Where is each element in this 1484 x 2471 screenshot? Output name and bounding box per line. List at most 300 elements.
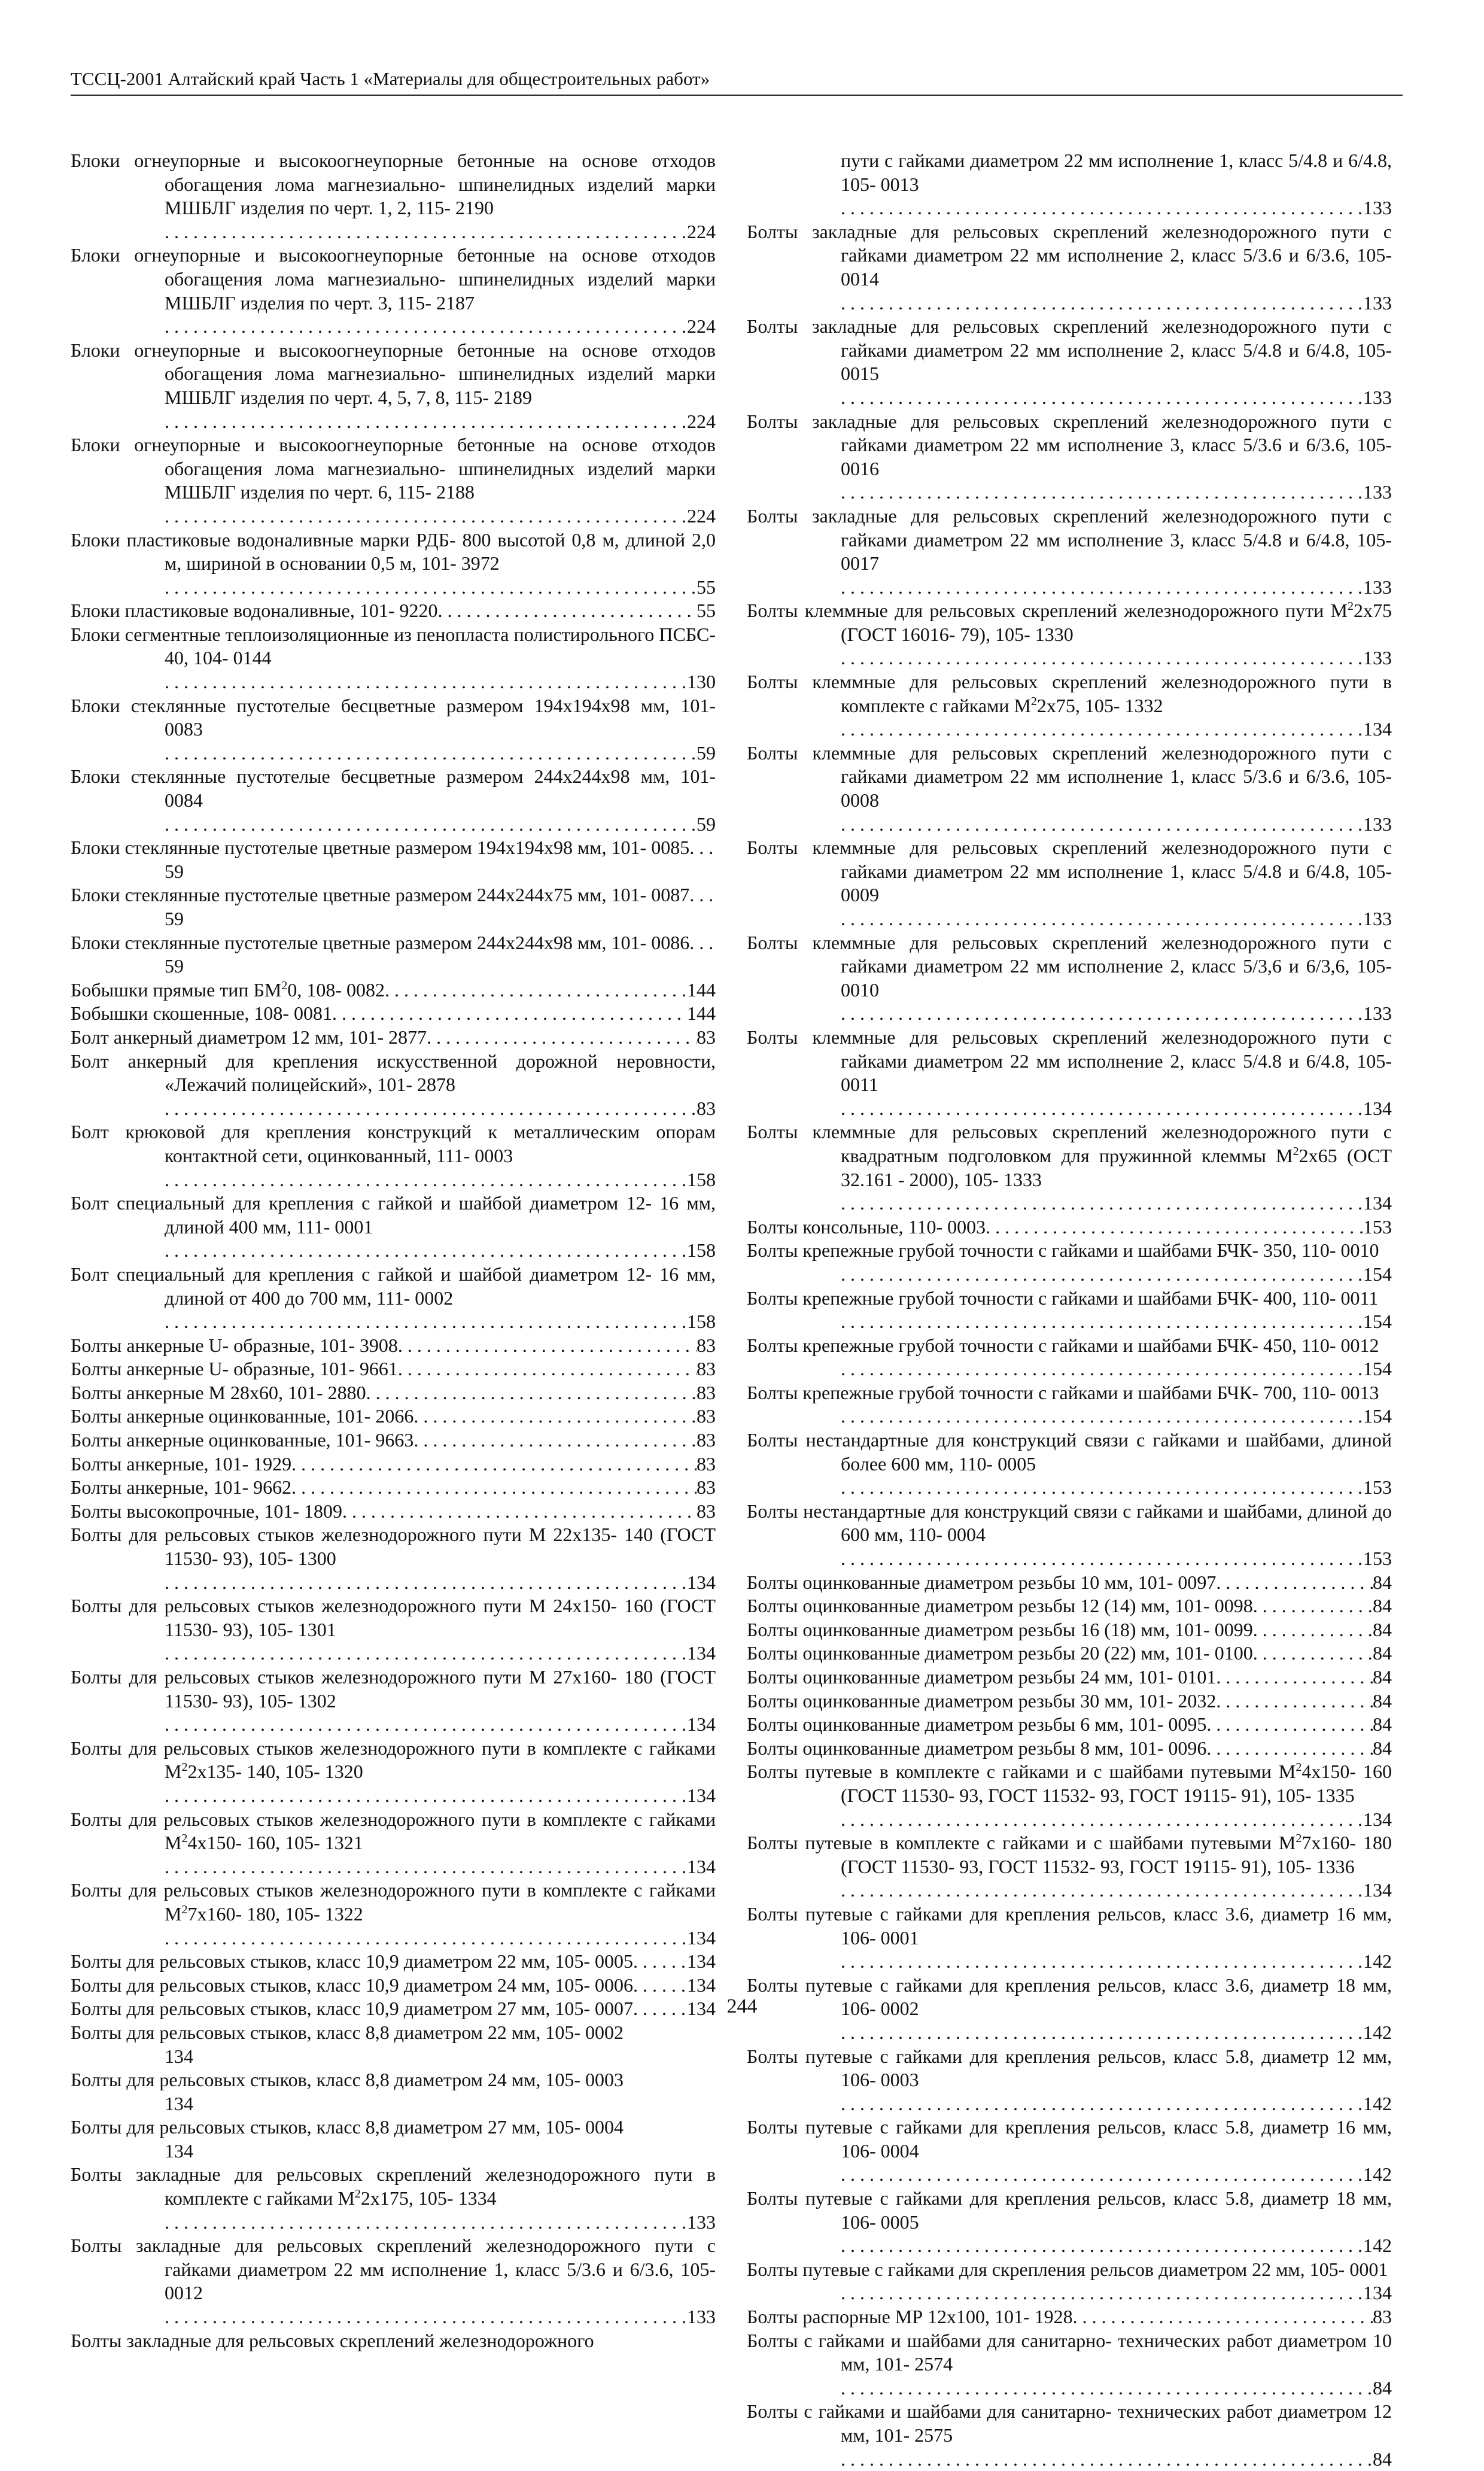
entry-page-number: 84: [1373, 1571, 1392, 1593]
dot-leader: [165, 1239, 687, 1263]
index-entry: [71, 1026, 716, 1050]
entry-page-number: 133: [687, 2211, 716, 2233]
dot-leader: [841, 2448, 1373, 2471]
entry-page-number: 84: [1373, 1713, 1392, 1736]
entry-page-number: 158: [687, 1168, 716, 1190]
entry-text: Болты закладные для рельсовых скреплений железнодорожного пути с гайками диаметром 22 мм исполнение 1, класс 5/3.6 и 6/3.6, 105- 0012: [71, 2235, 716, 2304]
dot-leader: [841, 646, 1363, 670]
dot-leader: [165, 741, 697, 765]
entry-text: [747, 1120, 1392, 1192]
index-entry: [71, 694, 716, 765]
entry-text: Болты путевые с гайками для крепления рельсов, класс 5.8, диаметр 18 мм, 106- 0005: [747, 2187, 1392, 2233]
index-entry: [71, 883, 716, 931]
entry-text: Болты анкерные, 101- 1929: [71, 1452, 292, 1475]
entry-text-start: Болты клеммные для рельсовых скреплений железнодорожного пути М: [747, 600, 1348, 622]
entry-text: Болты с гайками и шайбами для санитарно- технических работ диаметром 12 мм, 101- 2575: [747, 2400, 1392, 2446]
entry-page-number: 134: [687, 1784, 716, 1806]
dot-leader: [413, 1405, 697, 1429]
entry-page-number: 133: [687, 2306, 716, 2328]
entry-text: Болты крепежные грубой точности с гайками и шайбами БЧК- 700, 110- 0013: [747, 1381, 1379, 1403]
dot-leader: [427, 1026, 697, 1050]
entry-text: Болты клеммные для рельсовых скреплений железнодорожного пути с гайками диаметром 22 мм исполнение 2, класс 5/4.8 и 6/4.8, 105- 0011: [747, 1026, 1392, 1096]
dot-leader: [332, 1002, 687, 1026]
index-entry: [71, 2329, 716, 2353]
entry-text: Болты крепежные грубой точности с гайками и шайбами БЧК- 350, 110- 0010: [747, 1239, 1379, 1262]
index-entry: [747, 1642, 1392, 1665]
index-entry: [747, 2187, 1392, 2258]
entry-text: Болты клеммные для рельсовых скреплений железнодорожного пути с гайками диаметром 22 мм исполнение 1, класс 5/3.6 и 6/3.6, 105- 0008: [747, 741, 1392, 811]
entry-page-number: 153: [1363, 1215, 1392, 1238]
dot-leader: [841, 813, 1363, 837]
index-entry: [71, 1737, 716, 1808]
superscript: 2: [1296, 1761, 1302, 1774]
dot-leader: [689, 836, 716, 860]
entry-text: Болты анкерные М 28х60, 101- 2880: [71, 1381, 366, 1403]
entry-page-number: 84: [1373, 1689, 1392, 1712]
superscript: 2: [281, 978, 288, 992]
entry-page-number: 83: [697, 1405, 716, 1427]
dot-leader: [291, 1452, 697, 1476]
index-entry: [747, 504, 1392, 599]
entry-text: Болты крепежные грубой точности с гайками и шайбами БЧК- 400, 110- 0011: [747, 1287, 1379, 1309]
entry-page-number: 133: [1363, 813, 1392, 835]
index-entry: [747, 2116, 1392, 2187]
entry-text: Блоки стеклянные пустотелые цветные размером 194х194х98 мм, 101- 0085: [71, 837, 690, 859]
superscript: 2: [1030, 694, 1037, 708]
index-entry: [71, 1381, 716, 1405]
index-entry: [747, 1381, 1392, 1429]
entry-text: Болты для рельсовых стыков, класс 10,9 диаметром 27 мм, 105- 0007: [71, 1998, 634, 2020]
entry-text: Болты для рельсовых стыков железнодорожного пути М 24х150- 160 (ГОСТ 11530- 93), 105- 1301: [71, 1595, 716, 1640]
dot-leader: [165, 813, 697, 837]
entry-page-number: 83: [697, 1429, 716, 1451]
index-entry: [71, 1429, 716, 1452]
dot-leader: [165, 1310, 687, 1334]
entry-text: Болт специальный для крепления с гайкой и шайбой диаметром 12- 16 мм, длиной 400 мм, 111- 0001: [71, 1192, 716, 1238]
index-entry: [747, 1239, 1392, 1286]
index-entry: [71, 2116, 716, 2163]
entry-page-number: 134: [1363, 718, 1392, 740]
entry-page-number: 134: [1363, 1879, 1392, 1901]
index-entry: [747, 1665, 1392, 1689]
dot-leader: [165, 220, 687, 244]
dot-leader: [1206, 1737, 1373, 1761]
entry-text-end: 2х175, 105- 1334: [360, 2187, 497, 2209]
dot-leader: [165, 504, 687, 528]
dot-leader: [385, 978, 687, 1002]
entry-page-number: 130: [687, 671, 716, 693]
entry-page-number: 134: [687, 1950, 716, 1972]
index-entry: [71, 1120, 716, 1192]
entry-text-start: Болты для рельсовых стыков железнодорожного пути в комплекте с гайками М: [71, 1737, 716, 1783]
dot-leader: [841, 1547, 1363, 1571]
index-entry: [747, 1689, 1392, 1713]
entry-text: Блоки стеклянные пустотелые бесцветные размером 194х194х98 мм, 101- 0083: [71, 694, 716, 740]
entry-page-number: 224: [687, 220, 716, 242]
entry-text-end: 7х160- 180, 105- 1322: [187, 1902, 363, 1925]
entry-page-number: 134: [1363, 1808, 1392, 1830]
index-entry: [747, 1713, 1392, 1737]
index-entry: [747, 315, 1392, 409]
header-rule: [71, 95, 1403, 96]
entry-page-number: 142: [1363, 1950, 1392, 1972]
dot-leader: [165, 410, 687, 434]
dot-leader: [165, 1168, 687, 1192]
entry-page-number: 142: [1363, 2163, 1392, 2186]
entry-page-number: 59: [165, 955, 184, 977]
index-entry: [747, 220, 1392, 315]
entry-page-number: 224: [687, 410, 716, 432]
entry-text: Болты для рельсовых стыков, класс 10,9 диаметром 22 мм, 105- 0005: [71, 1950, 634, 1972]
entry-page-number: 133: [1363, 386, 1392, 408]
entry-text: Болты закладные для рельсовых скреплений железнодорожного пути с гайками диаметром 22 мм исполнение 3, класс 5/4.8 и 6/4.8, 105- 0017: [747, 504, 1392, 575]
entry-text: Болт крюковой для крепления конструкций к металлическим опорам контактной сети, оцинкованный, 111- 0003: [71, 1121, 716, 1166]
dot-leader: [841, 576, 1363, 600]
index-entry: [747, 1287, 1392, 1334]
entry-page-number: 134: [687, 1571, 716, 1593]
superscript: 2: [181, 1832, 188, 1846]
entry-text: Болты оцинкованные диаметром резьбы 30 мм, 101- 2032: [747, 1689, 1217, 1712]
dot-leader: [1216, 1665, 1373, 1689]
entry-text-start: Болты клеммные для рельсовых скреплений железнодорожного пути с квадратным подголовком для пружинной клеммы М: [747, 1121, 1392, 1166]
dot-leader: [1073, 2305, 1373, 2329]
dot-leader: [841, 718, 1363, 741]
entry-text-end: 7х160- 180 (ГОСТ 11530- 93, ГОСТ 11532- 93, ГОСТ 19115- 91), 105- 1336: [841, 1832, 1392, 1877]
entry-page-number: 59: [165, 860, 184, 882]
entry-page-number: 134: [165, 2139, 193, 2162]
entry-page-number: 153: [1363, 1548, 1392, 1570]
entry-text-start: Бобышки прямые тип БМ: [71, 978, 282, 1001]
superscript: 2: [1296, 1832, 1302, 1846]
entry-page-number: 84: [1373, 2376, 1392, 2399]
index-entry: [747, 2305, 1392, 2329]
entry-text: Болты анкерные U- образные, 101- 9661: [71, 1358, 398, 1380]
entry-page-number: 144: [687, 978, 716, 1001]
dot-leader: [398, 1334, 697, 1358]
entry-text: Блоки пластиковые водоналивные, 101- 9220: [71, 600, 438, 622]
index-entry: [71, 1192, 716, 1263]
dot-leader: [841, 2281, 1363, 2305]
dot-leader: [689, 931, 716, 955]
index-entry: [747, 2258, 1392, 2305]
entry-page-number: 84: [1373, 1666, 1392, 1688]
running-header: ТССЦ-2001 Алтайский край Часть 1 «Материалы для общестроительных работ»: [71, 68, 710, 89]
entry-page-number: 134: [1363, 1097, 1392, 1119]
index-entry: [747, 410, 1392, 504]
entry-text: Болт анкерный диаметром 12 мм, 101- 2877: [71, 1026, 427, 1048]
entry-text: Бобышки скошенные, 108- 0081: [71, 1002, 333, 1025]
entry-text: Болты для рельсовых стыков, класс 8,8 диаметром 22 мм, 105- 0002: [71, 2021, 624, 2043]
entry-page-number: 84: [1373, 1737, 1392, 1759]
entry-page-number: 158: [687, 1311, 716, 1333]
entry-text: Болты клеммные для рельсовых скреплений железнодорожного пути с гайками диаметром 22 мм исполнение 2, класс 5/3,6 и 6/3,6, 105- 0010: [747, 931, 1392, 1001]
entry-text: Болты анкерные оцинкованные, 101- 2066: [71, 1405, 414, 1427]
entry-page-number: 134: [687, 1642, 716, 1664]
entry-text: Блоки огнеупорные и высокоогнеупорные бетонные на основе отходов обогащения лома магнезиально- шпинелидных изделий марки МШБЛГ изделия по черт. 3, 115- 2187: [71, 244, 716, 314]
entry-text: [747, 1831, 1392, 1879]
dot-leader: [841, 907, 1363, 931]
entry-page-number: 134: [1363, 2282, 1392, 2304]
entry-page-number: 83: [697, 1476, 716, 1499]
dot-leader: [165, 1926, 687, 1950]
index-entry: [71, 339, 716, 433]
dot-leader: [841, 1310, 1363, 1334]
entry-page-number: 154: [1363, 1311, 1392, 1333]
entry-page-number: 153: [1363, 1476, 1392, 1499]
dot-leader: [841, 196, 1363, 220]
entry-text: Болты оцинкованные диаметром резьбы 24 мм, 101- 0101: [747, 1666, 1217, 1688]
dot-leader: [841, 1808, 1363, 1832]
entry-text: Блоки огнеупорные и высокоогнеупорные бетонные на основе отходов обогащения лома магнезиально- шпинелидных изделий марки МШБЛГ изделия по черт. 1, 2, 115- 2190: [71, 150, 716, 219]
index-entry: [71, 931, 716, 978]
dot-leader: [165, 1642, 687, 1665]
index-entry: [747, 1334, 1392, 1381]
entry-page-number: 55: [697, 576, 716, 598]
index-entry: [71, 1950, 716, 1974]
entry-text: Болты оцинкованные диаметром резьбы 6 мм, 101- 0095: [747, 1713, 1207, 1736]
entry-text-end: 2х75, 105- 1332: [1036, 694, 1163, 716]
entry-text: Болты оцинкованные диаметром резьбы 10 мм, 101- 0097: [747, 1571, 1217, 1593]
dot-leader: [1216, 1689, 1373, 1713]
index-entry: [747, 1120, 1392, 1215]
entry-page-number: 133: [1363, 291, 1392, 314]
entry-text: [71, 2163, 716, 2210]
dot-leader: [841, 1097, 1363, 1121]
entry-page-number: 83: [697, 1334, 716, 1356]
index-entry: [747, 2329, 1392, 2400]
dot-leader: [165, 670, 687, 694]
dot-leader: [437, 599, 697, 623]
dot-leader: [841, 1357, 1363, 1381]
index-entry: [747, 670, 1392, 741]
entry-text: Болты оцинкованные диаметром резьбы 8 мм, 101- 0096: [747, 1737, 1207, 1759]
entry-text-end: 4х150- 160 (ГОСТ 11530- 93, ГОСТ 11532- 93, ГОСТ 19115- 91), 105- 1335: [841, 1761, 1392, 1806]
entry-text: Болты путевые с гайками для крепления рельсов, класс 5.8, диаметр 12 мм, 106- 0003: [747, 2045, 1392, 2091]
dot-leader: [165, 1713, 687, 1737]
entry-page-number: 158: [687, 1239, 716, 1262]
dot-leader: [841, 1879, 1363, 1902]
index-entry: [71, 1974, 716, 1998]
entry-text: Блоки пластиковые водоналивные марки РДБ- 800 высотой 0,8 м, длиной 2,0 м, шириной в основании 0,5 м, 101- 3972: [71, 528, 716, 575]
entry-text: [71, 978, 385, 1002]
index-entry: [747, 1902, 1392, 1974]
index-entry: [71, 244, 716, 338]
entry-text: Болты оцинкованные диаметром резьбы 20 (22) мм, 101- 0100: [747, 1642, 1253, 1664]
dot-leader: [413, 1429, 697, 1452]
entry-text: Болты клеммные для рельсовых скреплений железнодорожного пути с гайками диаметром 22 мм исполнение 1, класс 5/4.8 и 6/4.8, 105- 0009: [747, 837, 1392, 906]
entry-page-number: 84: [1373, 2448, 1392, 2470]
entry-page-number: 59: [697, 741, 716, 764]
entry-text-start: Болты путевые в комплекте с гайками и с шайбами путевыми М: [747, 1832, 1296, 1854]
entry-page-number: 83: [697, 1500, 716, 1522]
entry-text-start: Болты для рельсовых стыков железнодорожного пути в комплекте с гайками М: [71, 1879, 716, 1925]
entry-text: Болты путевые с гайками для скрепления рельсов диаметром 22 мм, 105- 0001: [747, 2258, 1388, 2280]
superscript: 2: [1348, 600, 1354, 613]
entry-text: Болты путевые с гайками для крепления рельсов, класс 5.8, диаметр 16 мм, 106- 0004: [747, 2116, 1392, 2162]
entry-page-number: 134: [687, 1713, 716, 1736]
entry-page-number: 134: [165, 2045, 193, 2067]
dot-leader: [1206, 1713, 1373, 1737]
index-entry: [747, 1737, 1392, 1761]
entry-text: Болты нестандартные для конструкций связи с гайками и шайбами, длиной до 600 мм, 110- 0004: [747, 1500, 1392, 1546]
entry-page-number: 133: [1363, 1002, 1392, 1025]
index-entry: [747, 149, 1392, 220]
index-entry: [71, 528, 716, 600]
dot-leader: [841, 481, 1363, 504]
entry-text: Блоки огнеупорные и высокоогнеупорные бетонные на основе отходов обогащения лома магнезиально- шпинелидных изделий марки МШБЛГ изделия по черт. 6, 115- 2188: [71, 434, 716, 503]
index-entry: [747, 741, 1392, 836]
dot-leader: [165, 2211, 687, 2235]
entry-text: Болты для рельсовых стыков железнодорожного пути М 22х135- 140 (ГОСТ 11530- 93), 105- 1300: [71, 1524, 716, 1570]
entry-text: Болты распорные МР 12х100, 101- 1928: [747, 2306, 1073, 2328]
entry-text: Болт специальный для крепления с гайкой и шайбой диаметром 12- 16 мм, длиной от 400 до 700 мм, 111- 0002: [71, 1263, 716, 1309]
index-entry: [71, 149, 716, 244]
index-entry: [71, 1808, 716, 1879]
entry-page-number: 84: [1373, 1595, 1392, 1617]
entry-text: Болты для рельсовых стыков, класс 10,9 диаметром 24 мм, 105- 0006: [71, 1974, 634, 1996]
dot-leader: [165, 1097, 697, 1121]
entry-page-number: 133: [1363, 576, 1392, 598]
entry-text: Болты анкерные U- образные, 101- 3908: [71, 1334, 398, 1356]
entry-text: Болты с гайками и шайбами для санитарно- технических работ диаметром 10 мм, 101- 2574: [747, 2329, 1392, 2375]
dot-leader: [165, 2305, 687, 2329]
entry-page-number: 142: [1363, 2235, 1392, 2257]
superscript: 2: [181, 1761, 188, 1774]
entry-text: [71, 1879, 716, 1926]
dot-leader: [841, 1002, 1363, 1026]
index-entry: [71, 1263, 716, 1334]
entry-text: Болты закладные для рельсовых скреплений железнодорожного пути с гайками диаметром 22 мм исполнение 2, класс 5/3.6 и 6/3.6, 105- 0014: [747, 220, 1392, 290]
entry-text: [747, 599, 1392, 646]
dot-leader: [841, 386, 1363, 410]
page-number: 244: [726, 1995, 758, 2017]
entry-page-number: 154: [1363, 1358, 1392, 1380]
entry-text: [71, 1737, 716, 1784]
entry-text-end: 0, 108- 0082: [287, 978, 385, 1001]
entry-text: Болты для рельсовых стыков железнодорожного пути М 27х160- 180 (ГОСТ 11530- 93), 105- 1302: [71, 1666, 716, 1712]
entry-text-start: Болты клеммные для рельсовых скреплений железнодорожного пути в комплекте с гайками М: [747, 671, 1392, 716]
index-entry: [71, 836, 716, 883]
entry-text: Болты анкерные оцинкованные, 101- 9663: [71, 1429, 414, 1451]
entry-page-number: 83: [1373, 2306, 1392, 2328]
entry-page-number: 133: [1363, 908, 1392, 929]
entry-text: Болты нестандартные для конструкций связи с гайками и шайбами, длиной более 600 мм, 110- 0005: [747, 1429, 1392, 1475]
index-entry: [71, 2021, 716, 2068]
entry-page-number: 84: [1373, 1642, 1392, 1664]
entry-page-number: 83: [697, 1452, 716, 1475]
entry-text: Болты оцинкованные диаметром резьбы 12 (14) мм, 101- 0098: [747, 1595, 1253, 1617]
entry-text: [747, 670, 1392, 718]
dot-leader: [841, 2092, 1363, 2116]
index-entry: [71, 2234, 716, 2329]
dot-leader: [841, 2021, 1363, 2045]
entry-page-number: 134: [165, 2092, 193, 2114]
superscript: 2: [354, 2187, 361, 2201]
entry-page-number: 84: [1373, 1618, 1392, 1640]
dot-leader: [398, 1357, 697, 1381]
superscript: 2: [1293, 1144, 1299, 1158]
index-entry: [747, 2400, 1392, 2471]
entry-page-number: 83: [697, 1097, 716, 1119]
index-entry: [71, 1594, 716, 1665]
entry-page-number: 134: [687, 1998, 716, 2020]
index-entry: [747, 599, 1392, 670]
entry-page-number: 133: [1363, 647, 1392, 669]
index-entry: [747, 1429, 1392, 1500]
dot-leader: [633, 1950, 687, 1974]
entry-text: Болты закладные для рельсовых скреплений железнодорожного пути с гайками диаметром 22 мм исполнение 2, класс 5/4.8 и 6/4.8, 105- 0015: [747, 315, 1392, 385]
entry-text: Блоки стеклянные пустотелые цветные размером 244х244х98 мм, 101- 0086: [71, 931, 690, 953]
index-entry: [747, 1571, 1392, 1595]
entry-text: Болты оцинкованные диаметром резьбы 16 (18) мм, 101- 0099: [747, 1618, 1253, 1640]
index-entry: [747, 931, 1392, 1026]
entry-text: пути с гайками диаметром 22 мм исполнение 1, класс 5/4.8 и 6/4.8, 105- 0013: [841, 150, 1392, 195]
entry-text: [71, 1808, 716, 1855]
entry-page-number: 134: [687, 1926, 716, 1949]
entry-text-end: 2х65 (ОСТ 32.161 - 2000), 105- 1333: [841, 1144, 1392, 1190]
index-entry: [71, 1500, 716, 1524]
dot-leader: [1253, 1618, 1373, 1642]
dot-leader: [841, 1405, 1363, 1429]
entry-text: Болт анкерный для крепления искусственной дорожной неровности, «Лежачий полицейский», 101- 2878: [71, 1050, 716, 1096]
index-entry: [747, 1760, 1392, 1831]
index-entry: [71, 599, 716, 623]
entry-text-end: 4х150- 160, 105- 1321: [187, 1832, 363, 1854]
entry-text-end: 2х75 (ГОСТ 16016- 79), 105- 1330: [841, 600, 1392, 645]
entry-page-number: 83: [697, 1358, 716, 1380]
dot-leader: [841, 1476, 1363, 1500]
index-entry: [71, 978, 716, 1002]
entry-page-number: 59: [165, 908, 184, 929]
entry-text: Болты для рельсовых стыков, класс 8,8 диаметром 24 мм, 105- 0003: [71, 2069, 624, 2091]
dot-leader: [1216, 1571, 1373, 1595]
index-entry: [71, 1452, 716, 1476]
dot-leader: [165, 1855, 687, 1879]
index-entry: [747, 2045, 1392, 2116]
dot-leader: [165, 1571, 687, 1595]
entry-text-start: Болты путевые в комплекте с гайками и с шайбами путевыми М: [747, 1761, 1296, 1783]
entry-page-number: 134: [687, 1974, 716, 1996]
entry-page-number: 83: [697, 1026, 716, 1048]
entry-page-number: 224: [687, 315, 716, 338]
index-entry: [71, 1002, 716, 1026]
entry-text: Болты консольные, 110- 0003: [747, 1215, 986, 1238]
index-column-right: [747, 149, 1392, 2471]
entry-text: Болты анкерные, 101- 9662: [71, 1476, 292, 1499]
index-entry: [71, 1523, 716, 1594]
entry-text: [747, 1760, 1392, 1807]
index-entry: [71, 1879, 716, 1950]
entry-page-number: 59: [697, 813, 716, 835]
entry-page-number: 224: [687, 504, 716, 527]
dot-leader: [841, 2376, 1373, 2400]
entry-text-start: Болты закладные для рельсовых скреплений железнодорожного пути в комплекте с гайками М: [71, 2163, 716, 2209]
index-entry: [71, 1665, 716, 1737]
index-entry: [71, 2068, 716, 2116]
entry-text: Блоки стеклянные пустотелые цветные размером 244х244х75 мм, 101- 0087: [71, 884, 690, 906]
index-entry: [747, 1594, 1392, 1618]
dot-leader: [841, 2234, 1363, 2258]
entry-text: Болты закладные для рельсовых скреплений железнодорожного пути с гайками диаметром 22 мм исполнение 3, класс 5/3.6 и 6/3.6, 105- 0016: [747, 410, 1392, 479]
dot-leader: [342, 1500, 697, 1524]
dot-leader: [165, 315, 687, 339]
entry-text: Болты крепежные грубой точности с гайками и шайбами БЧК- 450, 110- 0012: [747, 1334, 1379, 1356]
entry-text: Блоки стеклянные пустотелые бесцветные размером 244х244х98 мм, 101- 0084: [71, 765, 716, 811]
dot-leader: [841, 291, 1363, 315]
dot-leader: [165, 1784, 687, 1808]
index-entry: [71, 1050, 716, 1121]
dot-leader: [841, 1950, 1363, 1974]
